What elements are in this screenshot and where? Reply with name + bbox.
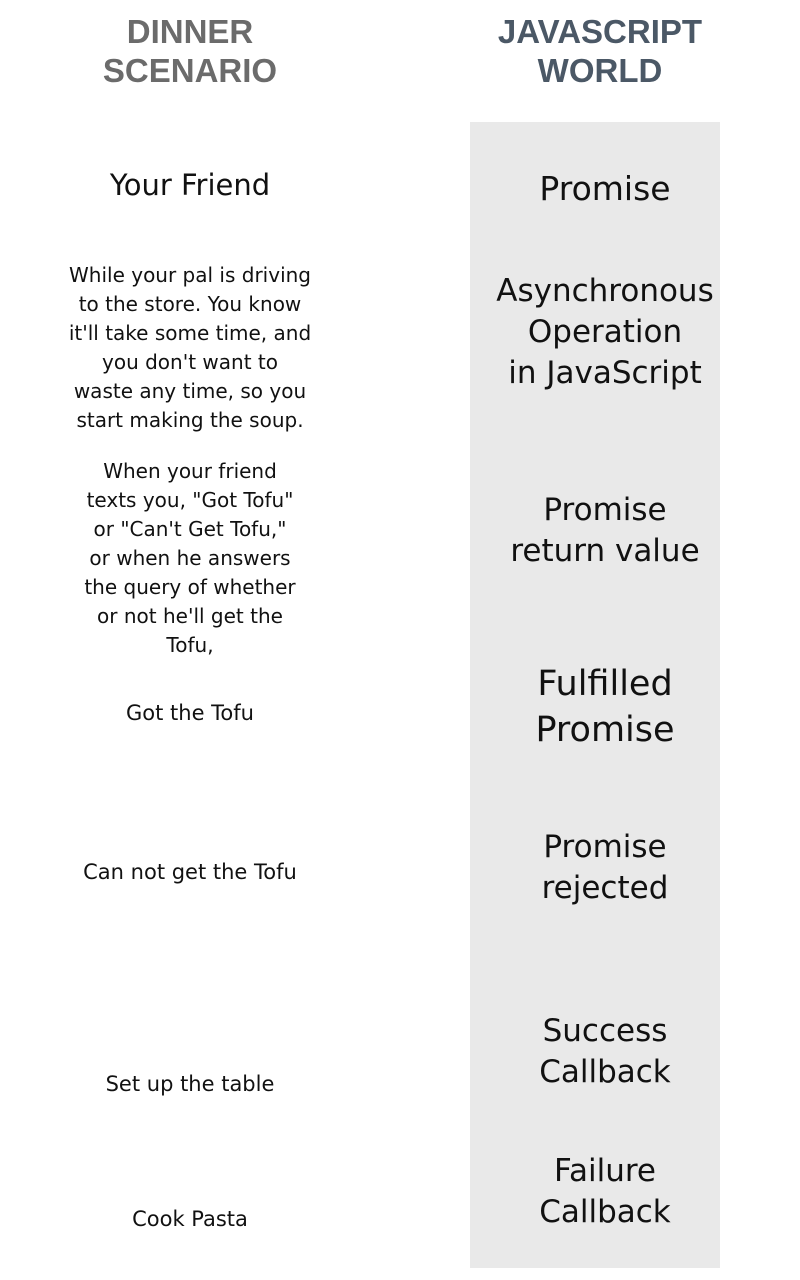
js-line: Callback (539, 1194, 671, 1230)
js-line: in JavaScript (508, 355, 702, 391)
dinner-scenario-heading (70, 12, 310, 90)
dinner-line: start making the soup. (76, 408, 304, 432)
dinner-line: Got the Tofu (126, 701, 254, 725)
heading-line: DINNER (126, 13, 254, 50)
js-line: return value (510, 533, 700, 569)
dinner-item-cannot-get-tofu (50, 859, 330, 885)
dinner-line: Set up the table (105, 1072, 275, 1096)
js-line: Operation (527, 314, 683, 350)
js-line: Promise (535, 710, 675, 750)
js-line: Promise (543, 492, 667, 528)
heading-line: JAVASCRIPT (497, 13, 703, 50)
dinner-line: or when he answers (89, 546, 291, 570)
dinner-item-set-up-table (50, 1071, 330, 1097)
javascript-world-heading (480, 12, 720, 90)
dinner-line: to the store. You know (78, 292, 302, 316)
dinner-line: texts you, "Got Tofu" (86, 488, 294, 512)
js-line: Promise (539, 169, 671, 208)
heading-line: WORLD (537, 52, 663, 89)
dinner-line: you don't want to (102, 350, 278, 374)
dinner-item-cook-pasta (50, 1206, 330, 1232)
js-item-promise (480, 168, 730, 210)
js-line: rejected (541, 870, 669, 906)
js-item-failure-callback (480, 1151, 730, 1233)
js-line: Failure (554, 1153, 656, 1189)
js-line: Asynchronous (496, 273, 714, 309)
dinner-line: or not he'll get the (97, 604, 283, 628)
dinner-line: Can not get the Tofu (83, 860, 297, 884)
js-line: Success (542, 1013, 668, 1049)
dinner-line: or "Can't Get Tofu," (93, 517, 287, 541)
js-line: Fulfilled (537, 664, 673, 704)
dinner-item-got-tofu (50, 700, 330, 726)
js-item-promise-rejected (480, 827, 730, 909)
dinner-line: it'll take some time, and (68, 321, 312, 345)
js-item-promise-return-value (480, 490, 730, 572)
js-line: Callback (539, 1054, 671, 1090)
dinner-line: Tofu, (166, 633, 214, 657)
js-line: Promise (543, 829, 667, 865)
js-item-async-operation (480, 271, 730, 394)
js-item-fulfilled-promise (480, 661, 730, 753)
dinner-line: Your Friend (109, 168, 271, 202)
dinner-line: the query of whether (84, 575, 296, 599)
dinner-line: While your pal is driving (69, 263, 311, 287)
dinner-item-driving (50, 261, 330, 435)
dinner-line: waste any time, so you (73, 379, 307, 403)
dinner-line: Cook Pasta (132, 1207, 248, 1231)
dinner-item-texts (50, 457, 330, 660)
dinner-item-your-friend (50, 168, 330, 202)
dinner-line: When your friend (103, 459, 277, 483)
js-item-success-callback (480, 1011, 730, 1093)
heading-line: SCENARIO (102, 52, 278, 89)
